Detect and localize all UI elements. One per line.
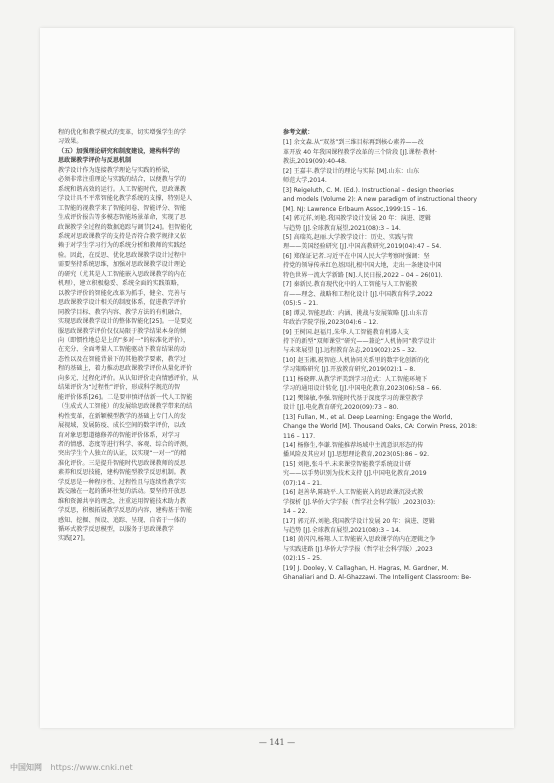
reference-line: [13] Fullan, M., et al. Deep Learning: Engage the World, [283, 413, 453, 421]
references-list [283, 138, 493, 582]
reference-line: 持党的领导传承红色基因扎根中国大地，走出一条建设中国 [283, 262, 442, 270]
body-text-line: （生成式人工智能）的发展给思政课教学带来的结 [58, 403, 193, 411]
reference-line: [6] 郑保证记者.习近平在中国人民大学考察时强调：坚 [283, 252, 430, 260]
body-text-line: 学设计具不平常智能化教学系统的支撑，特别是人 [58, 195, 193, 203]
cnki-watermark [10, 762, 133, 773]
body-text-line: 学反思，积极拓展教学反思的内容，建构基于智能 [58, 507, 193, 515]
reference-line: 学习策略研究 [J].开放教育研究,2019(02):1 – 8. [283, 366, 416, 374]
body-text-line: 思政课教学设计相关的制度体系，促进教学评价 [58, 299, 186, 307]
reference-line: [5] 高瑞英,赵丽.大学教学设计：历史、实践与管 [283, 233, 414, 241]
reference-line: [14] 杨修生,李谦.智能推荐场域中主流意识形态的传 [283, 441, 424, 449]
body-text-line: 生成评价报告等多模态智能场景革命，实现了思 [58, 214, 186, 222]
body-text-line: 验。因此，在反思、优化思政课教学设计过程中 [58, 251, 186, 259]
body-text-line: 以教学评价的智能化改革为抓手，健全、完善与 [58, 289, 186, 297]
reference-line: 与实践进路 [J].华侨大学学报（哲学社会科学版）,2023 [283, 545, 433, 553]
body-text-line: 服思政课教学评价仅仅局限于教学结果本身的倾 [58, 327, 186, 335]
reference-line: 育——理念、战略和工程化设计 [J].中国教育科学,2022 [283, 290, 433, 298]
body-text-line: 赖于对学生学习行为的系统分析和教师的实践经 [58, 242, 186, 250]
reference-line: 学习的通用设计转化 [J].中国电化教育,2023(06):58 – 66. [283, 385, 442, 393]
reference-line: Change the World [M]. Thousand Oaks, CA: Corwin Press, 2018: [283, 423, 478, 431]
body-text-line: 程的优化和教学模式的变革，切实增强学生的学 [58, 129, 186, 136]
body-text-line: 维和资源共享的理念，注重运用智能技术助力教 [58, 497, 186, 505]
reference-line: 播风险及其应对 [J].思想理论教育,2023(05):86 – 92. [283, 451, 430, 459]
reference-line: 与未来展望 [J].远程教育杂志,2019(02):25 – 32. [283, 347, 417, 355]
reference-line: 教法,2019(09):40-48. [283, 158, 347, 166]
body-text-line: 构性变革，在新颖模型教学的基础上专门人的发 [58, 412, 186, 420]
body-text-line: 实现思政课教学设计的整体智能化[25]。一是要克 [58, 318, 193, 326]
reference-line: [12] 樊锦敏,李强.智能时代基于深度学习的课堂教学 [283, 394, 424, 402]
body-text-line: 突出学生个人独立的认证，以实现“一对一”的精 [58, 450, 187, 458]
body-text-line: 的研究（尤其是人工智能嵌入思政课教学的内在 [58, 270, 186, 278]
references-title: 参考文献： [283, 129, 314, 136]
reference-line: [10] 赵玉湘,祝智庭.人机协同关系里的数字化创新的化 [283, 356, 430, 364]
body-text-line: 教学设计作为连接教学理论与实践的桥梁， [58, 166, 174, 174]
reference-line: 理——美国经验研究 [J].中国高教研究,2019(04):47 – 54. [283, 243, 442, 251]
reference-line: [2] 王嘉丰.教学设计的理论与实际 [M].山东：山东 [283, 167, 420, 175]
body-text-line: 素养和反思技能，建构智能型教学反思机制。教 [58, 469, 186, 477]
reference-line: [3] Reigeluth, C. M. (Ed.). Instructional – design theories [283, 186, 454, 194]
body-text-line: 程的基础上，着力推动思政课教学评价从量化评价 [58, 365, 193, 373]
reference-line: [15] 刘艳,张斗平.未来课堂智能教学系统设计研 [283, 460, 412, 468]
body-text-line: 习效果。 [58, 138, 83, 146]
reference-line: [7] 秦新民.教育现代化中的人工智能与人工智能教 [283, 281, 418, 289]
reference-line: [17] 郭元祥,刘艳.我国教学设计发展 20 年：演进、逻辑 [283, 517, 435, 525]
body-text-line: 需要坚持系统思维，加强对思政课教学设计理论 [58, 261, 186, 269]
references-column [283, 128, 493, 583]
body-text-line: 准化评价。三是提升智能时代思政课教师的反思 [58, 459, 186, 467]
body-text-line: 机理），建立积极稳妥、系统全面的实践策略， [58, 280, 183, 288]
reference-line: 革开放 40 年我国课程教学改革的三个阶段 [J].课程·教材· [283, 148, 437, 156]
body-text-line: 政课教学全过程的数据追踪与调节[24]。但智能化 [58, 223, 193, 231]
body-text-line: 实践[27]。 [58, 535, 89, 543]
body-text-line: 结果评价为“过程性”评价，形成科学规范的智 [58, 384, 181, 392]
reference-line: and models (Volume 2): A new paradigm of instructional theory [283, 196, 478, 204]
reference-line: 116 – 117. [283, 432, 316, 440]
body-text-line: 能评价体系[26]。二是要审慎评估新一代人工智能 [58, 393, 193, 401]
body-text-column [58, 128, 266, 544]
body-text-line: （五）加强理论研究和制度建设，建构科学的 [58, 147, 180, 155]
body-text-line: 系统对思政课教学的支持是否符合教学规律又依 [58, 232, 186, 240]
body-text-line: 感知、挖掘、预设、追踪、呈现、自省于一体的 [58, 516, 186, 524]
reference-line: [16] 赵善华,陈晓平.人工智能嵌入的思政课沉浸式教 [283, 489, 424, 497]
body-text-line: 在充分、全面考量人工智能驱动下教育结果的动 [58, 346, 186, 354]
reference-line: [4] 郭元祥,刘艳.我国教学设计发展 20 年：演进、逻辑 [283, 215, 431, 223]
body-text-line: 展视域，发展防疫、成长空间的数字评价，以改 [58, 422, 186, 430]
reference-line: [1] 余文森.从“双基”到三维目标再到核心素养——改 [283, 139, 424, 147]
body-text-line: 思政课教学评价与反思机制 [58, 157, 132, 165]
reference-line: [8] 谭灵.智能思政：内涵、挑战与发展策略 [J].山东青 [283, 309, 428, 317]
reference-line: [M]. NJ: Lawrence Erlbaum Assoc,1999:15 – 16. [283, 205, 428, 213]
page-number: — 141 — [258, 738, 296, 747]
reference-line: 与趋势 [J].全球教育展望,2021(08):3 – 14. [283, 224, 401, 232]
reference-line: 年政治学院学报,2023(04):6 – 12. [283, 319, 379, 327]
reference-line: Ghanaliari and D. Al-Ghazzawi. The Intelligent Classroom: Be- [283, 574, 472, 582]
body-text-line: 工智能的视教学来了智能问卷、智能评分、智能 [58, 204, 186, 212]
reference-line: [19] J. Dooley, V. Callaghan, H. Hagras, M. Gardner, M. [283, 564, 449, 572]
reference-line: (05):5 – 21. [283, 300, 319, 308]
body-text-line: 践交融在一起的循环往复的活动。要坚持开放思 [58, 488, 186, 496]
body-text-line: 者的情感、态度等进行科学、客观、综合的评测， [58, 440, 193, 448]
reference-line: 师范大学,2014. [283, 177, 327, 185]
body-text-line: 学反思是一种程序性、过程性且与连续性教学实 [58, 478, 186, 486]
body-text-line: 育对象思想道德修养的智能评价体系，对学习 [58, 431, 180, 439]
body-text-line: 向（即惯性地总是上的“多对一”的标准化评价）， [58, 336, 190, 344]
reference-line: (07):14 – 21. [283, 479, 322, 487]
reference-line: 14 – 22. [283, 508, 308, 516]
body-text-line: 系统和谐高效的运行。人工智能时代，思政课教 [58, 185, 186, 193]
cnki-url[interactable]: https://www.cnki.net [50, 763, 133, 772]
body-text-line: 同教学目标、教学内容、教学方法的有机融合， [58, 308, 186, 316]
reference-line: [11] 杨晓晖.从教学评美到学习范式：人工智能环境下 [283, 375, 428, 383]
body-text-line: 循环式教学反思模型，以服务于思政课教学 [58, 526, 174, 534]
reference-line: [9] 王树国.赵福月,朱华.人工智能教育机器人支 [283, 328, 410, 336]
reference-line: 特色世界一流大学新路 [N].人民日报,2022 – 04 – 26(01). [283, 271, 443, 279]
cnki-logo: 中国知网 [10, 763, 42, 772]
body-text-line: 向多元、过程化评价。从认知评价走向情感评价，从 [58, 374, 199, 382]
reference-line: 与趋势 [J].全球教育展望,2021(08):3 – 14. [283, 527, 401, 535]
reference-line: 学探析 [J].华侨大学学报（哲学社会科学版）,2023(03): [283, 498, 436, 506]
reference-line: (02):15 – 25. [283, 555, 322, 563]
reference-line: 究——以手势识别为技术支持 [J].中国电化教育,2019 [283, 470, 427, 478]
reference-line: [18] 黄闪闪,杨翔.人工智能嵌入思政课学的内在逻辑之争 [283, 536, 436, 544]
reference-line: 持下的新型“双师课堂”研究——兼论“人机协同”教学设计 [283, 337, 436, 345]
body-text-line: 态性以及在智能背景下的其他教学要素，教学过 [58, 355, 186, 363]
body-text-line: 必须非常注重理论与实践的结合，以便教与学的 [58, 176, 186, 184]
reference-line: 设计 [J].电化教育研究,2020(09):73 – 80. [283, 404, 399, 412]
